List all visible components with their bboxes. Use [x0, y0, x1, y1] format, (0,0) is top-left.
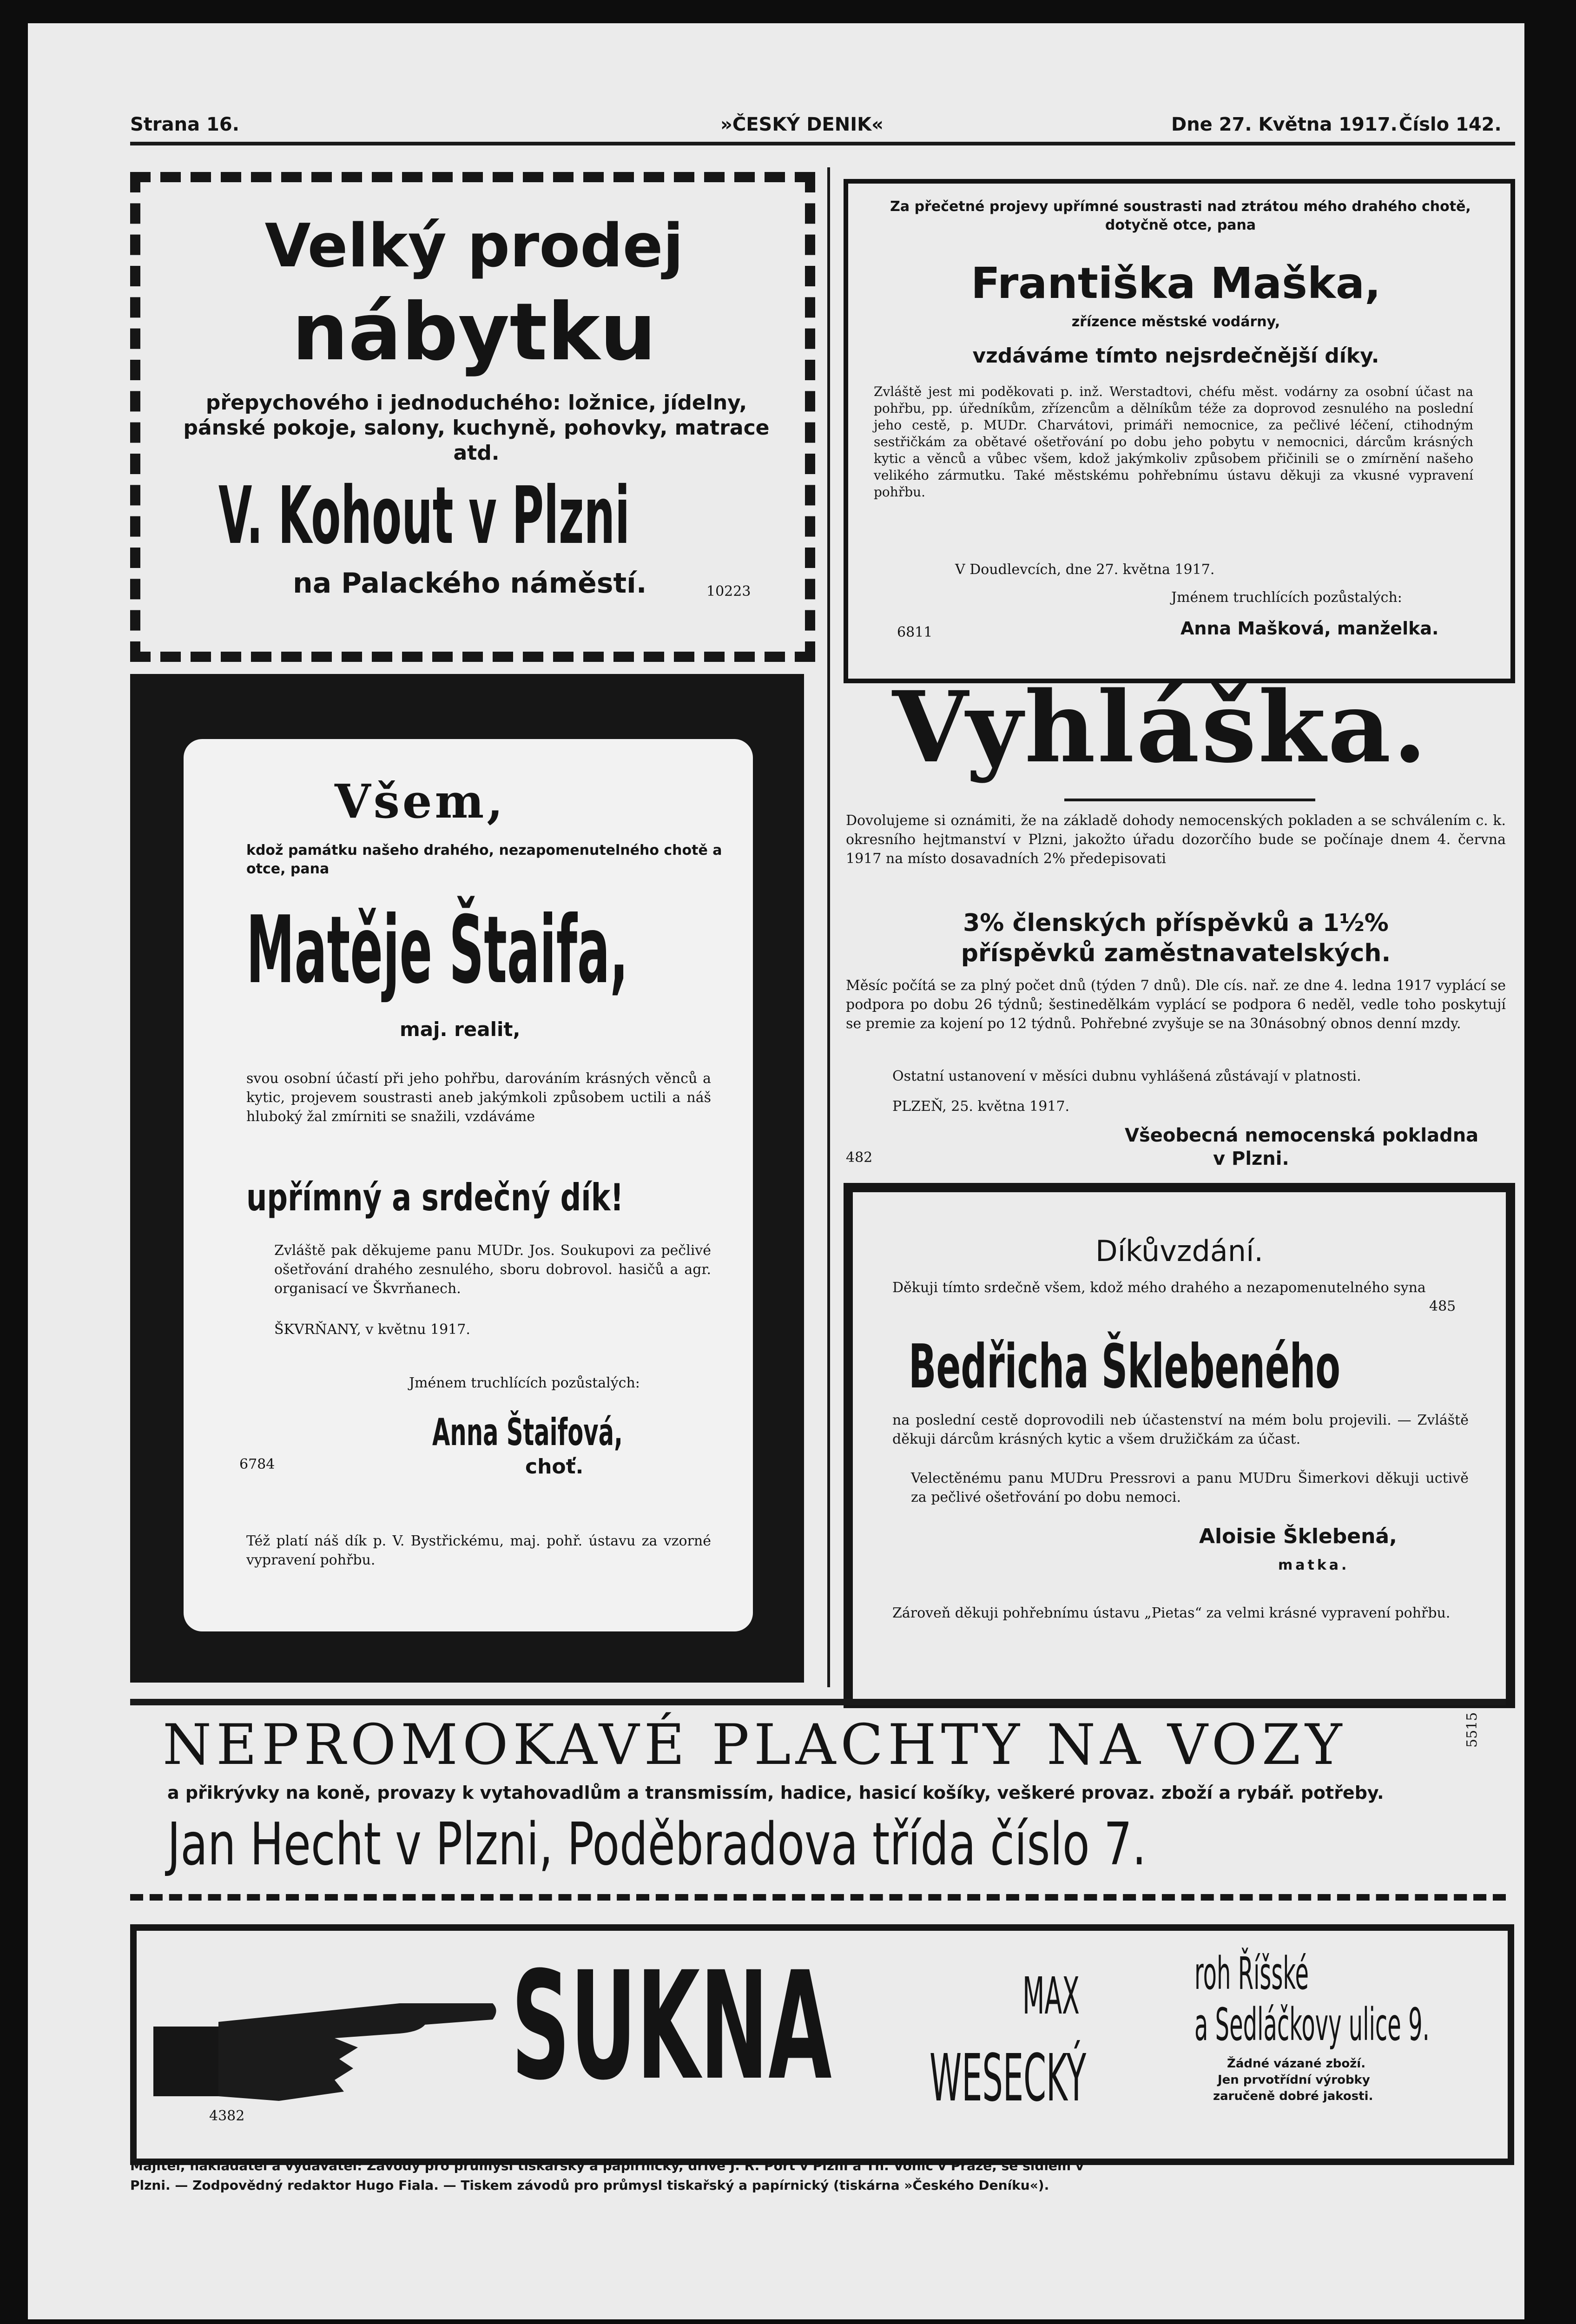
ad-wesecky-code: 4382: [209, 2108, 245, 2124]
ad-wesecky-note-1: Žádné vázané zboží.: [1227, 2057, 1366, 2071]
issue-date: Dne 27. Května 1917.: [1171, 114, 1398, 135]
ad-kohout-firm: V. Kohout v Plzni: [218, 470, 630, 562]
ad-staif-body: svou osobní účastí při jeho pohřbu, darováním krásných věnců a kytic, projevem soustrasti aneb jakýmkoli způsobem uctili a náš hluboký žal zmírniti se snažili, vzdáváme: [246, 1070, 711, 1125]
ad-sklebeny-code: 485: [1429, 1298, 1456, 1314]
ad-sklebeny-intro: Děkuji tímto srdečně všem, kdož mého drahého a nezapomenutelného syna: [892, 1280, 1426, 1296]
ad-staif-name: Matěje Štaifa,: [246, 896, 628, 1004]
ad-wesecky-note-2: Jen prvotřídní výrobky: [1218, 2073, 1370, 2087]
ad-sklebeny-title: Díkůvzdání.: [1095, 1234, 1264, 1268]
ad-masek-on-behalf: Jménem truchlících pozůstalých:: [1171, 589, 1402, 606]
vyhlaska-p3: Ostatní ustanovení v měsíci dubnu vyhlášená zůstávají v platnosti.: [892, 1068, 1361, 1084]
vyhlaska-ornament-rule: [1064, 799, 1315, 801]
ad-staif-intro: kdož památku našeho drahého, nezapomenutelného chotě a otce, pana: [246, 842, 722, 877]
ad-staif-place: ŠKVRŇANY, v květnu 1917.: [274, 1321, 470, 1338]
ad-kohout-title-2: nábytku: [292, 286, 656, 378]
ad-hecht-code: 5515: [1464, 1712, 1480, 1748]
ad-sklebeny-name: Bedřicha Šklebeného: [909, 1331, 1340, 1402]
vyhlaska-date: PLZEŇ, 25. května 1917.: [892, 1098, 1070, 1115]
vyhlaska-code: 482: [846, 1149, 873, 1166]
vyhlaska-title: Vyhláška.: [892, 670, 1429, 785]
ad-kohout-title-1: Velký prodej: [264, 211, 684, 281]
pointing-hand-icon: [139, 1934, 502, 2138]
ad-sklebeny-body2: Velectěnému panu MUDru Pressrovi a panu MUDru Šimerkovi děkuji uctivě za pečlivé ošetřování po dobu nemoci.: [911, 1470, 1469, 1505]
vyhlaska-p1: Dovolujeme si oznámiti, že na základě dohody nemocenských pokladen a se schválením c. k. okresního hejtmanství v Plzni, jakožto úřadu dozorčího bude se počínaje dnem 4. června 1917 na místo dosavadních 2% předepisovati: [846, 812, 1506, 867]
ad-kohout-body: přepychového i jednoduchého: ložnice, jídelny, pánské pokoje, salony, kuchyně, pohovky, matrace atd.: [183, 391, 770, 465]
ad-hecht-top-border: [130, 1699, 1506, 1705]
ad-masek-signature: Anna Mašková, manželka.: [1180, 618, 1439, 639]
ad-wesecky-name-2: WESECKÝ: [930, 2040, 1087, 2116]
ad-staif-on-behalf: Jménem truchlících pozůstalých:: [409, 1375, 640, 1391]
ad-wesecky-note-3: zaručeně dobré jakosti.: [1213, 2089, 1373, 2103]
header-rule: [130, 142, 1515, 145]
ad-masek-code: 6811: [897, 624, 933, 640]
ad-hecht-body: a přikrývky na koně, provazy k vytahovadlům a transmissím, hadice, hasicí košíky, veškeré provaz. zboží a rybář. potřeby.: [167, 1783, 1384, 1803]
ad-staif-signature: Anna Štaifová,: [432, 1411, 623, 1454]
issue-number: Číslo 142.: [1399, 114, 1502, 135]
ad-masek-name: Františka Maška,: [970, 258, 1381, 308]
imprint-line-2: Plzni. — Zodpovědný redaktor Hugo Fiala. — Tiskem závodů pro průmysl tiskařský a papírnický (tiskárna »Českého Deníku«).: [130, 2178, 1049, 2193]
ad-staif-body2: Zvláště pak děkujeme panu MUDr. Jos. Soukupovi za pečlivé ošetřování drahého zesnulého, sboru dobrovol. hasičů a agr. organisací ve Škvrňanech.: [274, 1242, 711, 1297]
ad-hecht-title: NEPROMOKAVÉ PLACHTY NA VOZY: [163, 1713, 1347, 1777]
imprint-line-1: Majitel, nakladatel a vydavatel: Závody pro průmysl tiskařský a papírnický, dříve J. R. Port v Plzni a Th. Vonic v Praze, se sídlem v: [130, 2158, 1084, 2173]
ad-sklebeny-signature-role: matka.: [1278, 1557, 1350, 1573]
vyhlaska-rate-1: 3% členských příspěvků a 1½%: [963, 909, 1389, 937]
ad-staif-signature-role: choť.: [525, 1455, 584, 1479]
ad-sklebeny-signature: Aloisie Šklebená,: [1199, 1525, 1397, 1548]
vyhlaska-rate-2: příspěvků zaměstnavatelských.: [961, 939, 1391, 967]
ad-wesecky-addr-1: roh Říšské: [1194, 1948, 1309, 2000]
ad-sklebeny-footer: Zároveň děkuji pohřebnímu ústavu „Pietas“ za velmi krásné vypravení pohřbu.: [892, 1605, 1451, 1621]
ad-staif-role: maj. realit,: [400, 1018, 521, 1041]
column-divider: [827, 167, 830, 1687]
ad-hecht-firm: Jan Hecht v Plzni, Poděbradova třída číslo 7.: [167, 1810, 1147, 1878]
ad-kohout-address: na Palackého náměstí.: [293, 567, 647, 600]
ad-masek-intro: Za přečetné projevy upřímné soustrasti nad ztrátou mého drahého chotě, dotyčně otce, pana: [890, 198, 1471, 233]
vyhlaska-p2: Měsíc počítá se za plný počet dnů (týden 7 dnů). Dle cís. nař. ze dne 4. ledna 1917 vyplácí se podpora po dobu 26 týdnů; šestinedělkám vyplácí se podpora 6 neděl, vedle toho poskytují se premie za kojení po 12 týdnů. Pohřebné zvyšuje se na 30násobný obnos denní mzdy.: [846, 977, 1506, 1032]
newspaper-title: »ČESKÝ DENIK«: [720, 114, 884, 135]
ad-wesecky-name-1: MAX: [1022, 1966, 1080, 2026]
ad-wesecky-word: SUKNA: [511, 1940, 832, 2113]
ad-wesecky-addr-2: a Sedláčkovy ulice 9.: [1194, 1999, 1430, 2051]
page-number: Strana 16.: [130, 114, 239, 135]
ad-masek-thanks: vzdáváme tímto nejsrdečnější díky.: [972, 344, 1379, 368]
vyhlaska-issuer-2: v Plzni.: [1213, 1148, 1289, 1169]
ad-masek-body: Zvláště jest mi poděkovati p. inž. Werstadtovi, chéfu měst. vodárny za osobní účast na pohřbu, pp. úředníkům, zřízencům a dělníkům téže za doprovod zesnulého na poslední jeho cestě, p. MUDr. Charvátovi, primáři nemocnice, za pečlivé léčení, ctihodným sestřičkám za obětavé ošetřování po dobu jeho pobytu v nemocnici, dárcům krásných kytic a věnců a vůbec všem, kdož jakýmkoliv způsobem přičinili se o zmírnění našeho velikého zármutku. Také městskému pohřebnímu ústavu děkuji za vkusné vypravení pohřbu.: [874, 384, 1473, 500]
ad-masek-job: zřízence městské vodárny,: [1071, 314, 1280, 330]
ad-staif-footer: Též platí náš dík p. V. Bystřickému, maj. pohř. ústavu za vzorné vypravení pohřbu.: [246, 1533, 711, 1568]
ad-staif-thanks: upřímný a srdečný dík!: [246, 1176, 624, 1219]
ad-staif-title: Všem,: [335, 774, 506, 829]
ad-hecht-bottom-border: [130, 1894, 1506, 1907]
ad-staif-code: 6784: [239, 1456, 275, 1472]
vyhlaska-issuer-1: Všeobecná nemocenská pokladna: [1125, 1125, 1479, 1146]
ad-sklebeny-body: na poslední cestě doprovodili neb účastenství na mém bolu projevili. — Zvláště děkuji dárcům krásných kytic a všem družičkám za účast.: [892, 1412, 1469, 1447]
ad-masek-place: V Doudlevcích, dne 27. května 1917.: [955, 561, 1215, 578]
ad-kohout-code: 10223: [706, 583, 751, 600]
